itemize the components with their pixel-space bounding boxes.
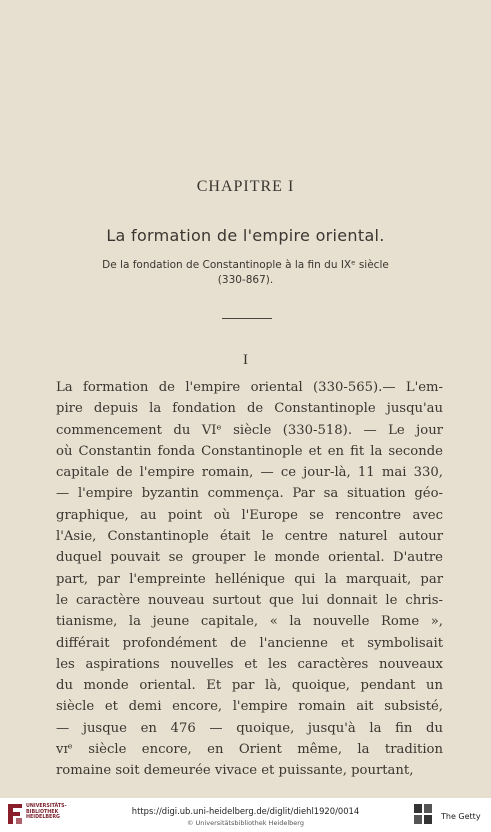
library-name-line: BIBLIOTHEK — [26, 809, 59, 815]
chapter-subtitle — [0, 258, 491, 288]
copyright-notice: © Universitätsbibliothek Heidelberg — [186, 819, 304, 827]
chapter-title: La formation de l'empire oriental. — [106, 226, 385, 245]
body-text — [56, 377, 443, 782]
library-name-line: HEIDELBERG — [26, 815, 60, 821]
text-line: commencement du VIᵉ siècle (330-518). — Le jour — [56, 422, 443, 438]
text-line: — jusque en 476 — quoique, jusqu'à la fin du — [56, 720, 443, 736]
separator-rule — [222, 318, 272, 319]
getty-logo-icon — [413, 803, 433, 825]
text-line: part, par l'empreinte hellénique qui la marquait, par — [56, 571, 443, 587]
partner-name: The Getty — [441, 812, 481, 821]
text-line: l'Asie, Constantinople était le centre naturel autour — [56, 529, 443, 545]
library-name-line: UNIVERSITÄTS- — [26, 804, 67, 809]
text-line: vɪᵉ siècle encore, en Orient même, la tradition — [56, 742, 443, 758]
text-line: La formation de l'empire oriental (330-565).— L'em- — [56, 380, 443, 395]
permalink-url[interactable]: https://digi.ub.uni-heidelberg.de/diglit/diehl1920/0014 — [131, 806, 360, 816]
text-line: siècle et demi encore, l'empire romain ait subsisté, — [56, 699, 443, 715]
section-number: I — [243, 352, 248, 368]
text-line: romaine soit demeurée vivace et puissante, pourtant, — [56, 763, 414, 779]
text-line: pire depuis la fondation de Constantinople jusqu'au — [56, 401, 443, 417]
text-line: capitale de l'empire romain, — ce jour-là, 11 mai 330, — [56, 465, 443, 481]
text-line: — l'empire byzantin commença. Par sa situation géo- — [56, 486, 443, 502]
text-line: les aspirations nouvelles et les caractères nouveaux — [56, 656, 443, 672]
viewer-footer — [0, 798, 491, 832]
text-line: tianisme, la jeune capitale, « la nouvelle Rome », — [56, 614, 443, 630]
text-line: duquel pouvait se grouper le monde oriental. D'autre — [56, 550, 443, 566]
text-line: graphique, au point où l'Europe se rencontre avec — [56, 507, 443, 523]
text-line: différait profondément de l'ancienne et symbolisait — [56, 635, 443, 651]
subtitle-line-1: De la fondation de Constantinople à la fin du IXᵉ siècle — [102, 259, 389, 271]
text-line: où Constantin fonda Constantinople et en fit la seconde — [56, 443, 443, 459]
subtitle-line-2: (330-867). — [217, 274, 274, 286]
text-line: du monde oriental. Et par là, quoique, pendant un — [56, 678, 443, 694]
text-line: le caractère nouveau surtout que lui donnait le chris- — [56, 592, 443, 608]
chapter-heading: CHAPITRE I — [196, 178, 295, 195]
